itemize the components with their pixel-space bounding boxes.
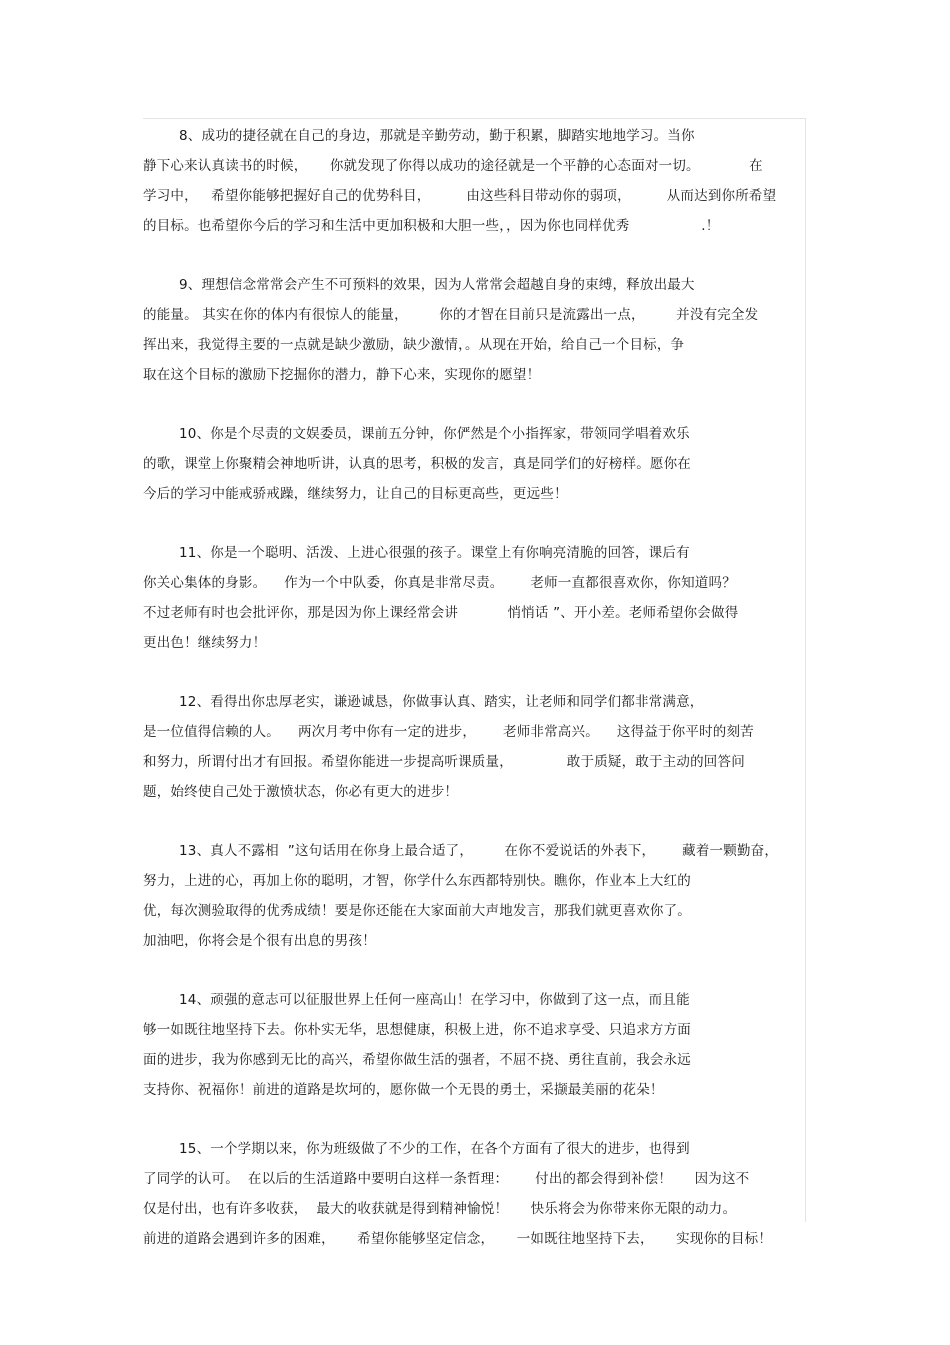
entry-line: 了同学的认可。 在以后的生活道路中要明白这样一条哲理： 付出的都会得到补偿！ 因为这不 [143, 1171, 750, 1187]
entry-line: 更出色！继续努力！ [143, 635, 267, 651]
entry-line: 的歌，课堂上你聚精会神地听讲，认真的思考，积极的发言，真是同学们的好榜样。愿你在 [143, 456, 691, 472]
entry-line: 和努力，所谓付出才有回报。希望你能进一步提高听课质量， 敢于质疑，敢于主动的回答问 [143, 754, 745, 770]
comment-entry-10 [143, 419, 805, 509]
comment-entry-12 [143, 687, 805, 807]
comment-entry-8 [143, 121, 805, 241]
entry-line: 12、看得出你忠厚老实，谦逊诚恳，你做事认真、踏实，让老师和同学们都非常满意， [179, 694, 704, 710]
entry-line: 是一位值得信赖的人。 两次月考中你有一定的进步， 老师非常高兴。 这得益于你平时的刻苦 [143, 724, 754, 740]
entry-line: 8、成功的捷径就在自己的身边，那就是辛勤劳动，勤于积累，脚踏实地地学习。当你 [179, 128, 695, 144]
entry-line: 13、真人不露相 ”这句话用在你身上最合适了， 在你不爱说话的外表下， 藏着一颗勤奋， [179, 843, 779, 859]
entry-line: 挥出来，我觉得主要的一点就是缺少激励，缺少激情，。从现在开始，给自己一个目标，争 [143, 337, 685, 353]
entry-line: 优，每次测验取得的优秀成绩！要是你还能在大家面前大声地发言，那我们就更喜欢你了。 [143, 903, 691, 919]
entry-line: 静下心来认真读书的时候， 你就发现了你得以成功的途径就是一个平静的心态面对一切。 在 [143, 158, 763, 174]
entry-line: 努力，上进的心，再加上你的聪明，才智，你学什么东西都特别快。瞧你，作业本上大红的 [143, 873, 691, 889]
entry-line: 学习中， 希望你能够把握好自己的优势科目， 由这些科目带动你的弱项， 从而达到你所希望 [143, 188, 777, 204]
entry-line: 加油吧，你将会是个很有出息的男孩！ [143, 933, 376, 949]
entry-line: 面的进步，我为你感到无比的高兴，希望你做生活的强者，不屈不挠、勇往直前，我会永远 [143, 1052, 691, 1068]
entry-line: 15、一个学期以来，你为班级做了不少的工作，在各个方面有了很大的进步，也得到 [179, 1141, 690, 1157]
comment-entry-15 [143, 1134, 805, 1254]
entry-line: 前进的道路会遇到许多的困难， 希望你能够坚定信念， 一如既往地坚持下去， 实现你的目标！ [143, 1231, 773, 1247]
comment-entry-11 [143, 538, 805, 658]
comment-entry-14 [143, 985, 805, 1105]
entry-line: 的能量。 其实在你的体内有很惊人的能量， 你的才智在目前只是流露出一点， 并没有完全发 [143, 307, 759, 323]
entry-line: 11、你是一个聪明、活泼、上进心很强的孩子。课堂上有你响亮清脆的回答，课后有 [179, 545, 690, 561]
entry-line: 题，始终使自己处于激愤状态，你必有更大的进步！ [143, 784, 459, 800]
entry-line: 的目标。也希望你今后的学习和生活中更加积极和大胆一些，，因为你也同样优秀 .！ [143, 218, 720, 234]
entry-line: 9、理想信念常常会产生不可预料的效果，因为人常常会超越自身的束缚，释放出最大 [179, 277, 695, 293]
entry-line: 10、你是个尽责的文娱委员，课前五分钟，你俨然是个小指挥家，带领同学唱着欢乐 [179, 426, 690, 442]
entry-line: 你关心集体的身影。 作为一个中队委，你真是非常尽责。 老师一直都很喜欢你，你知道吗？ [143, 575, 736, 591]
entry-line: 仅是付出，也有许多收获， 最大的收获就是得到精神愉悦！ 快乐将会为你带来你无限的动力。 [143, 1201, 737, 1217]
entry-line: 支持你、祝福你！前进的道路是坎坷的，愿你做一个无畏的勇士，采撷最美丽的花朵！ [143, 1082, 664, 1098]
entry-line: 够一如既往地坚持下去。你朴实无华，思想健康，积极上进，你不追求享受、只追求方方面 [143, 1022, 691, 1038]
comment-entry-9 [143, 270, 805, 390]
document-body [143, 121, 805, 1283]
comment-entry-13 [143, 836, 805, 956]
entry-line: 取在这个目标的激励下挖掘你的潜力，静下心来，实现你的愿望！ [143, 367, 541, 383]
entry-line: 不过老师有时也会批评你，那是因为你上课经常会讲 悄悄话 ”、开小差。老师希望你会做得 [143, 605, 739, 621]
entry-line: 14、顽强的意志可以征服世界上任何一座高山！在学习中，你做到了这一点，而且能 [179, 992, 690, 1008]
entry-line: 今后的学习中能戒骄戒躁，继续努力，让自己的目标更高些，更远些！ [143, 486, 568, 502]
